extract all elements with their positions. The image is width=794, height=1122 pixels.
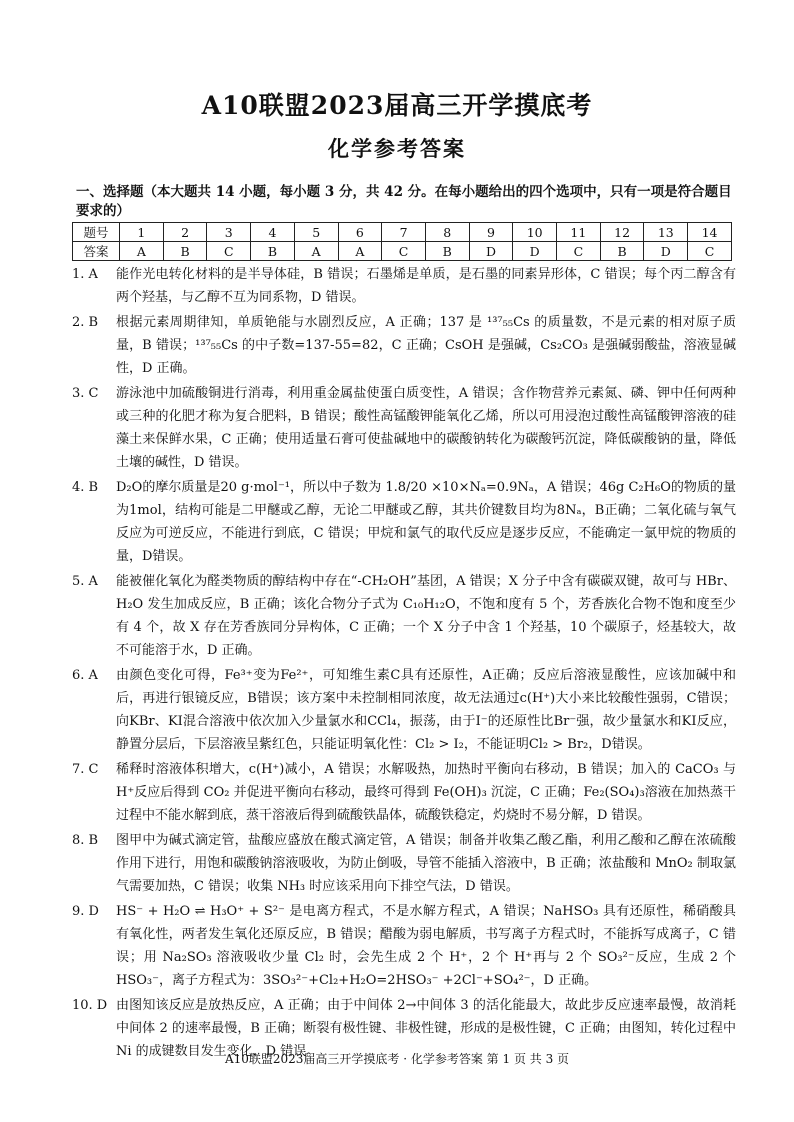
explanation-item [72,900,736,992]
answer-cell: C [382,242,426,261]
answer-cell: B [600,242,644,261]
item-text: HS⁻ + H₂O ⇌ H₃O⁺ + S²⁻ 是电离方程式，不是水解方程式，A 错误；NaHSO₃ 具有还原性，稀硝酸具有氧化性，两者发生氧化还原反应，B 错误；醋酸为弱电解质，书写离子方程式时，不能拆写成离子，C 错误；用 Na₂SO₃ 溶液吸收少量 Cl₂ 时，会先生成 2 个 H⁺，2 个 H⁺再与 2 个 SO₃²⁻反应，生成 2 个 HSO₃⁻，离子方程式为：3SO₃²⁻+Cl₂+H₂O=2HSO₃⁻ +2Cl⁻+SO₄²⁻，D 正确。 [116,904,736,988]
explanation-item [72,382,736,474]
item-number: 10. D [72,998,108,1013]
explanation-item [72,570,736,662]
answer-cell: C [557,242,601,261]
question-number: 8 [425,223,469,242]
question-number: 6 [338,223,382,242]
answer-cell: B [163,242,207,261]
item-text: 游泳池中加硫酸铜进行消毒，利用重金属盐使蛋白质变性，A 错误；含作物营养元素氮、磷、钾中任何两种或三种的化肥才称为复合肥料，B 错误；酸性高锰酸钾能氧化乙烯，所以可用浸泡过酸性高锰酸钾溶液的硅藻土来保鲜水果，C 正确；使用适量石膏可使盐碱地中的碳酸钠转化为碳酸钙沉淀，降低碳酸钠的量，降低土壤的碱性，D 错误。 [116,386,736,470]
answer-cell: B [251,242,295,261]
item-text: 由颜色变化可得，Fe³⁺变为Fe²⁺，可知维生素C具有还原性，A正确；反应后溶液显酸性，应该加碱中和后，再进行银镜反应，B错误；该方案中未控制相同浓度，故无法通过c(H⁺)大小来比较酸性强弱，C错误；向KBr、KI混合溶液中依次加入少量氯水和CCl₄，振荡，由于I⁻的还原性比Br⁻强，故少量氯水和KI反应，静置分层后，下层溶液呈紫红色，只能证明氧化性：Cl₂ > I₂，不能证明Cl₂ > Br₂，D错误。 [116,668,736,752]
row-label-answer: 答案 [73,242,120,261]
answer-table-answer-row [73,242,732,261]
answer-cell: D [469,242,513,261]
question-number: 2 [163,223,207,242]
answer-cell: C [688,242,732,261]
explanation-item [72,664,736,756]
item-number: 9. D [72,904,99,919]
answer-cell: A [120,242,164,261]
item-text: 图甲中为碱式滴定管，盐酸应盛放在酸式滴定管，A 错误；制备并收集乙酸乙酯，利用乙酸和乙醇在浓硫酸作用下进行，用饱和碳酸钠溶液吸收，为防止倒吸，导管不能插入溶液中，B 正确；浓盐酸和 MnO₂ 制取氯气需要加热，C 错误；收集 NH₃ 时应该采用向下排空气法，D 错误。 [116,833,736,894]
answer-table [72,222,732,261]
item-text: 能作光电转化材料的是半导体硅，B 错误；石墨烯是单质，是石墨的同素异形体，C 错误；每个丙二醇含有两个羟基，与乙醇不互为同系物，D 错误。 [116,267,736,305]
explanation-item [72,263,736,309]
item-text: 由图知该反应是放热反应，A 正确；由于中间体 2→中间体 3 的活化能最大，故此步反应速率最慢，故消耗中间体 2 的速率最慢，B 正确；断裂有极性键、非极性键，形成的是极性键，C 正确；由图知，转化过程中 Ni 的成键数目发生变化，D 错误。 [116,998,736,1059]
row-label-number: 题号 [73,223,120,242]
question-number: 10 [513,223,557,242]
question-number: 7 [382,223,426,242]
section-heading: 一、选择题（本大题共 14 小题，每小题 3 分，共 42 分。在每小题给出的四个选项中，只有一项是符合题目要求的） [76,184,732,219]
item-number: 2. B [72,315,99,330]
item-number: 1. A [72,267,98,282]
answer-table-number-row [73,223,732,242]
item-number: 7. C [72,762,99,777]
question-number: 1 [120,223,164,242]
question-number: 3 [207,223,251,242]
explanation-item [72,829,736,898]
page-title: A10联盟2023届高三开学摸底考 [201,91,593,120]
item-text: D₂O的摩尔质量是20 g·mol⁻¹，所以中子数为 1.8/20 ×10×Nₐ=0.9Nₐ，A 错误；46g C₂H₆O的物质的量为1mol，结构可能是二甲醚或乙醇，无论二甲醚或乙醇，其共价键数目均为8Nₐ，B正确；二氧化硫与氧气反应为可逆反应，不能进行到底，C 错误；甲烷和氯气的取代反应是逐步反应，不能确定一氯甲烷的物质的量，D错误。 [116,480,736,564]
explanation-item [72,758,736,827]
question-number: 12 [600,223,644,242]
question-number: 5 [294,223,338,242]
question-number: 14 [688,223,732,242]
item-number: 8. B [72,833,99,848]
item-number: 4. B [72,480,99,495]
question-number: 4 [251,223,295,242]
answer-cell: D [513,242,557,261]
answer-cell: B [425,242,469,261]
item-number: 3. C [72,386,99,401]
item-number: 5. A [72,574,98,589]
answer-cell: A [294,242,338,261]
answer-cell: C [207,242,251,261]
explanation-list [72,263,736,1065]
question-number: 13 [644,223,688,242]
page-footer: A10联盟2023届高三开学摸底考 · 化学参考答案 第 1 页 共 3 页 [224,1052,570,1066]
page-subtitle: 化学参考答案 [328,136,466,161]
item-text: 稀释时溶液体积增大，c(H⁺)减小，A 错误；水解吸热，加热时平衡向右移动，B 错误；加入的 CaCO₃ 与 H⁺反应后得到 CO₂ 并促进平衡向右移动，最终可得到 Fe(OH)₃ 沉淀，C 正确；Fe₂(SO₄)₃溶液在加热蒸干过程中不能水解到底，蒸干溶液后得到硫酸铁晶体，硫酸铁稳定，灼烧时不易分解，D 错误。 [116,762,736,823]
item-text: 根据元素周期律知，单质铯能与水剧烈反应，A 正确；137 是 ¹³⁷₅₅Cs 的质量数，不是元素的相对原子质量，B 错误；¹³⁷₅₅Cs 的中子数=137-55=82，C 正确；CsOH 是强碱，Cs₂CO₃ 是强碱弱酸盐，溶液显碱性，D 正确。 [116,315,736,376]
answer-cell: A [338,242,382,261]
explanation-item [72,311,736,380]
item-text: 能被催化氧化为醛类物质的醇结构中存在“-CH₂OH”基团，A 错误；X 分子中含有碳碳双键，故可与 HBr、H₂O 发生加成反应，B 正确；该化合物分子式为 C₁₀H₁₂O，不饱和度有 5 个，芳香族化合物不饱和度至少有 4 个，故 X 存在芳香族同分异构体，C 正确；一个 X 分子中含 1 个羟基，10 个碳原子，烃基较大，故不可能溶于水，D 正确。 [116,574,736,658]
question-number: 9 [469,223,513,242]
item-number: 6. A [72,668,98,683]
explanation-item [72,476,736,568]
question-number: 11 [557,223,601,242]
answer-cell: D [644,242,688,261]
